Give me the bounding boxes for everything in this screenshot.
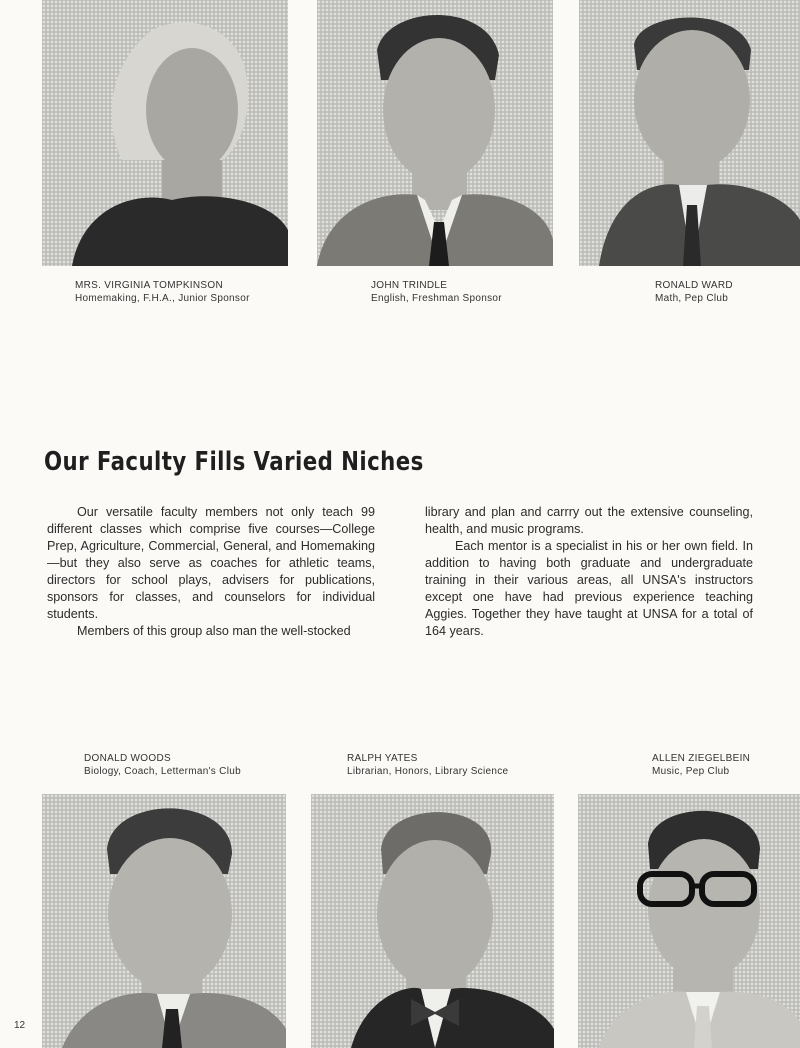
faculty-role: Biology, Coach, Letterman's Club xyxy=(84,766,241,777)
body-paragraph: Our versatile faculty members not only teach 99 different classes which comprise five courses—College Prep, Agriculture, Commercial, General, and Homemaking—but they also serve as coaches for athletic teams, directors for school plays, advisers for publications, sponsors for classes, and counselors for individual students. xyxy=(47,505,375,621)
body-paragraph: Members of this group also man the well-stocked xyxy=(77,624,351,638)
portrait-trindle xyxy=(317,0,553,266)
caption-ziegelbein xyxy=(652,752,750,778)
faculty-role: English, Freshman Sponsor xyxy=(371,293,502,304)
portrait-yates xyxy=(311,794,554,1048)
body-paragraph: Each mentor is a specialist in his or her own field. In addition to having both graduate and undergraduate training in their various areas, all UNSA's instructors except one have had previous experience teaching Aggies. Together they have taught at UNSA for a total of 164 years. xyxy=(425,539,753,638)
faculty-role: Music, Pep Club xyxy=(652,766,730,777)
faculty-role: Math, Pep Club xyxy=(655,293,729,304)
faculty-name: RALPH YATES xyxy=(347,753,418,764)
portrait-ziegelbein xyxy=(578,794,800,1048)
portrait-tompkinson xyxy=(42,0,288,266)
page-headline: Our Faculty Fills Varied Niches xyxy=(44,447,424,477)
body-paragraph: library and plan and carrry out the extensive counseling, health, and music programs. xyxy=(425,505,753,536)
faculty-name: JOHN TRINDLE xyxy=(371,280,448,291)
faculty-role: Librarian, Honors, Library Science xyxy=(347,766,509,777)
portrait-ward xyxy=(579,0,800,266)
portrait-woods xyxy=(42,794,286,1048)
faculty-name: DONALD WOODS xyxy=(84,753,171,764)
caption-ward xyxy=(655,279,733,305)
body-column-left xyxy=(47,504,375,640)
faculty-name: MRS. VIRGINIA TOMPKINSON xyxy=(75,280,223,291)
caption-woods xyxy=(84,752,241,778)
page-number: 12 xyxy=(14,1020,26,1031)
caption-trindle xyxy=(371,279,502,305)
faculty-role: Homemaking, F.H.A., Junior Sponsor xyxy=(75,293,250,304)
caption-tompkinson xyxy=(75,279,250,305)
body-column-right xyxy=(425,504,753,640)
caption-yates xyxy=(347,752,508,778)
faculty-name: ALLEN ZIEGELBEIN xyxy=(652,753,751,764)
faculty-name: RONALD WARD xyxy=(655,280,733,291)
